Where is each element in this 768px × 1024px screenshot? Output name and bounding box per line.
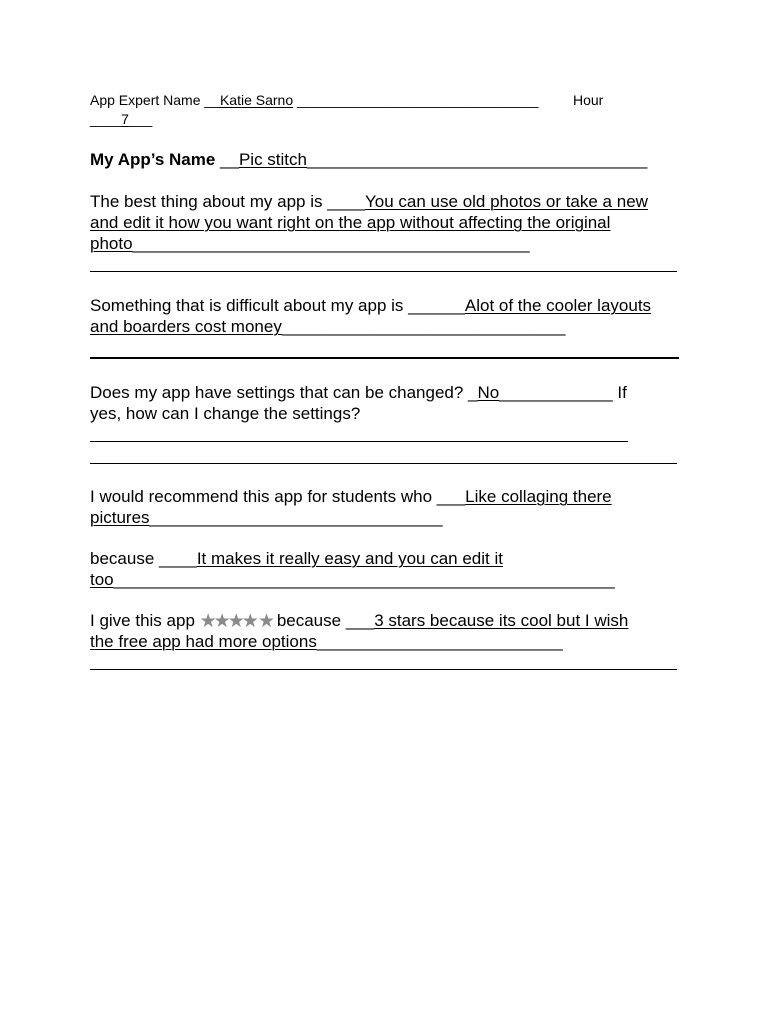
best-thing-answer-line-3: photo	[90, 234, 133, 253]
app-name-blank-lead: __	[215, 150, 239, 169]
settings-blank-trail: ____________	[499, 383, 613, 402]
settings-prompt: Does my app have settings that can be changed? _	[90, 383, 478, 402]
rating-row-1	[90, 612, 628, 631]
rating-row-2	[90, 633, 563, 650]
app-name-label: My App’s Name	[90, 150, 216, 169]
recommend-prompt: I would recommend this app for students who ___	[90, 487, 466, 506]
difficult-row-2	[90, 318, 565, 335]
hour-blank-lead: ____	[90, 111, 122, 127]
hour-value: 7	[121, 111, 129, 127]
app-expert-name-row	[90, 93, 538, 107]
app-expert-name-label: App Expert Name __	[90, 92, 220, 108]
answer-blank-line	[90, 441, 628, 442]
rating-answer-line-1: 3 stars because its cool but I wish	[374, 611, 629, 630]
because-prompt: because ____	[90, 549, 197, 568]
best-thing-answer-line-2: and edit it how you want right on the app without affecting the original	[90, 213, 611, 232]
recommend-blank-trail: _______________________________	[149, 508, 443, 527]
settings-followup-start: If	[612, 383, 627, 402]
difficult-prompt: Something that is difficult about my app is ______	[90, 296, 465, 315]
answer-blank-line	[90, 463, 677, 464]
rating-because-label: because ___	[272, 611, 375, 630]
recommend-row-2	[90, 509, 443, 526]
app-name-row	[90, 151, 647, 168]
hour-blank-trail: ___	[128, 111, 153, 127]
settings-answer: No	[477, 383, 500, 402]
hour-label: Hour	[573, 92, 604, 108]
settings-followup-question: yes, how can I change the settings?	[90, 404, 361, 423]
recommend-answer-line-1: Like collaging there	[465, 487, 612, 506]
answer-blank-line	[90, 271, 677, 272]
best-thing-row-1	[90, 193, 648, 210]
rating-answer-line-2: the free app had more options	[90, 632, 317, 651]
because-row-2	[90, 571, 615, 588]
rating-blank-trail: __________________________	[316, 632, 563, 651]
difficult-answer-line-1: Alot of the cooler layouts	[464, 296, 652, 315]
because-answer-line-1: It makes it really easy and you can edit it	[196, 549, 503, 568]
five-star-rating-icon: ★★★★ ★	[199, 611, 273, 632]
recommend-row-1	[90, 488, 612, 505]
best-thing-answer-line-1: You can use old photos or take a new	[365, 192, 648, 211]
because-answer-line-2: too	[90, 570, 114, 589]
section-divider	[90, 357, 679, 359]
app-name-value: Pic stitch	[238, 150, 307, 169]
hour-row	[90, 112, 152, 126]
app-name-blank-trail: ____________________________________	[307, 150, 648, 169]
recommend-answer-line-2: pictures	[90, 508, 150, 527]
because-row-1	[90, 550, 503, 567]
because-blank-trail: _____________________________________________________	[113, 570, 615, 589]
answer-blank-line	[90, 669, 677, 670]
settings-row-1	[90, 384, 627, 401]
difficult-row-1	[90, 297, 651, 314]
difficult-answer-line-2: and boarders cost money	[90, 317, 282, 336]
rating-prompt: I give this app	[90, 611, 195, 630]
app-expert-name-blank: _______________________________	[293, 92, 539, 108]
best-thing-prompt: The best thing about my app is ____	[90, 192, 366, 211]
best-thing-row-3	[90, 235, 530, 252]
difficult-blank-trail: ______________________________	[281, 317, 566, 336]
best-thing-blank-trail: __________________________________________	[132, 234, 530, 253]
app-expert-name-value: Katie Sarno	[219, 92, 294, 108]
